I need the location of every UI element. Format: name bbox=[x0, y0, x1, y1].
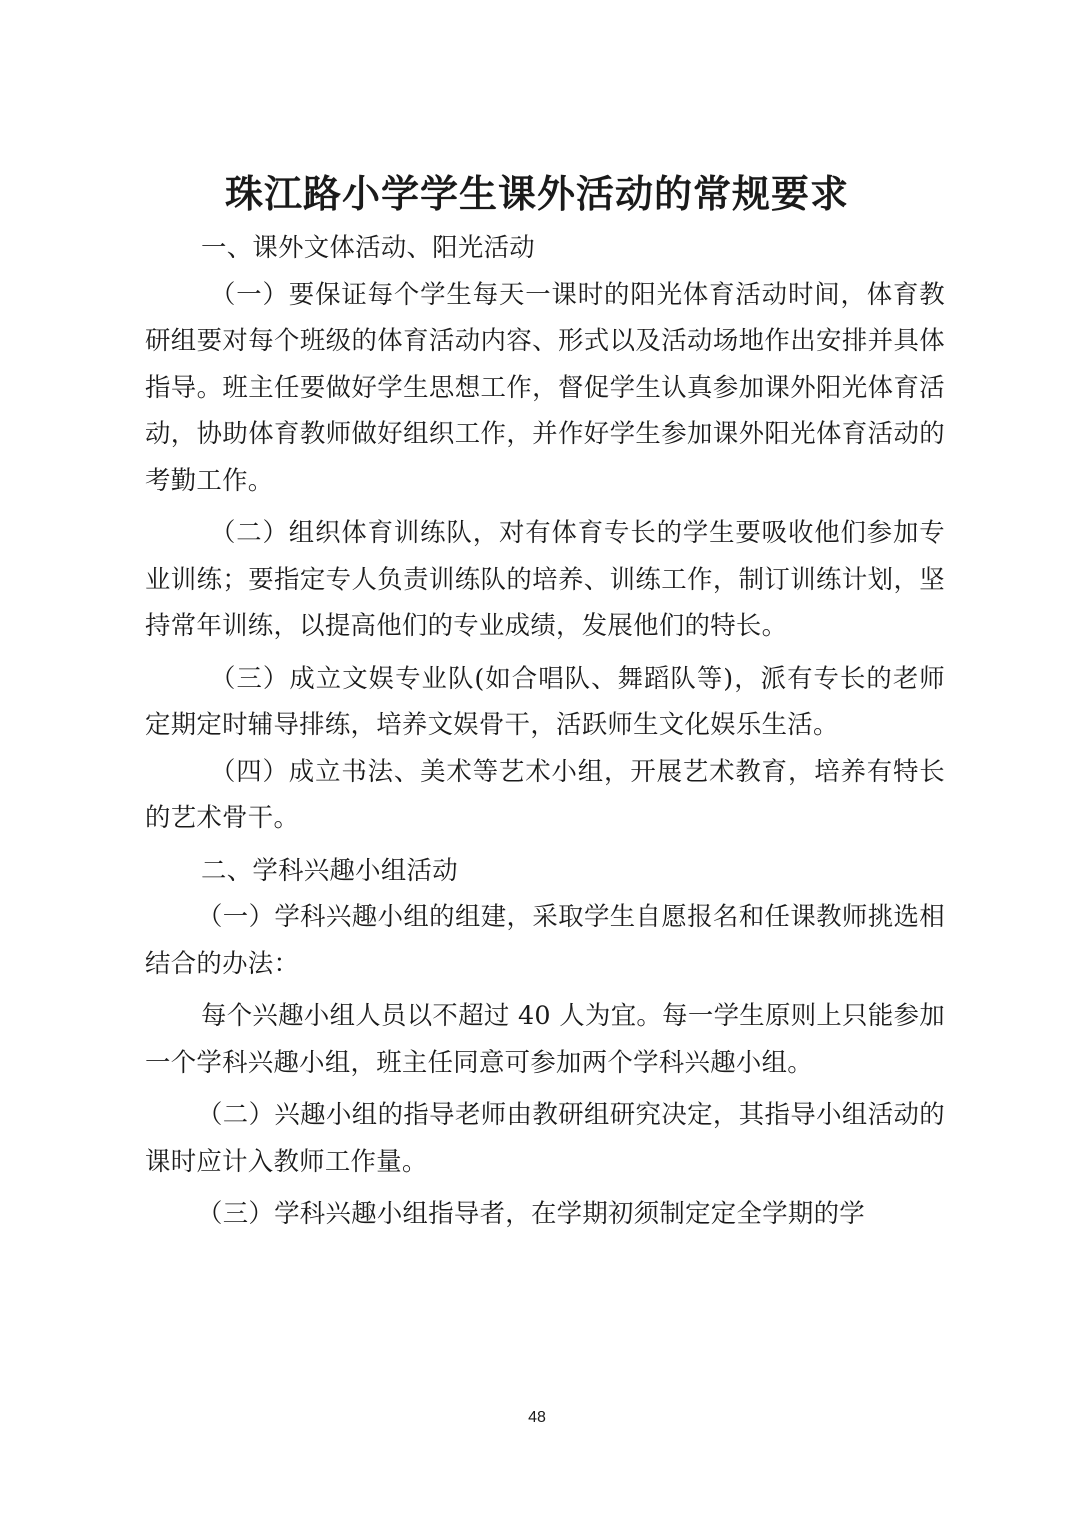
paragraph-1-2: （二）组织体育训练队，对有体育专长的学生要吸收他们参加专业训练；要指定专人负责训练队的培养、训练工作，制订训练计划，坚持常年训练，以提高他们的专业成绩，发展他们的特长。 bbox=[145, 517, 945, 640]
section-heading-1: 一、课外文体活动、阳光活动 bbox=[201, 232, 535, 262]
paragraph-1-4: （四）成立书法、美术等艺术小组，开展艺术教育，培养有特长的艺术骨干。 bbox=[145, 755, 945, 832]
paragraph-2-1: （一）学科兴趣小组的组建，采取学生自愿报名和任课教师挑选相结合的办法： bbox=[145, 901, 945, 978]
document-title: 珠江路小学学生课外活动的常规要求 bbox=[224, 172, 849, 216]
paragraph-2-1-detail: 每个兴趣小组人员以不超过 40 人为宜。每一学生原则上只能参加一个学科兴趣小组，班主任同意可参加两个学科兴趣小组。 bbox=[145, 1000, 945, 1077]
paragraph-1-1: （一）要保证每个学生每天一课时的阳光体育活动时间，体育教研组要对每个班级的体育活动内容、形式以及活动场地作出安排并具体指导。班主任要做好学生思想工作，督促学生认真参加课外阳光体育活动，协助体育教师做好组织工作，并作好学生参加课外阳光体育活动的考勤工作。 bbox=[145, 278, 945, 495]
page-number: 48 bbox=[528, 1409, 546, 1426]
paragraph-1-3: （三）成立文娱专业队(如合唱队、舞蹈队等)，派有专长的老师定期定时辅导排练，培养文娱骨干，活跃师生文化娱乐生活。 bbox=[145, 662, 945, 739]
section-heading-2: 二、学科兴趣小组活动 bbox=[201, 854, 458, 885]
paragraph-2-3: （三）学科兴趣小组指导者，在学期初须制定定全学期的学 bbox=[197, 1198, 865, 1228]
paragraph-2-2: （二）兴趣小组的指导老师由教研组研究决定，其指导小组活动的课时应计入教师工作量。 bbox=[145, 1099, 945, 1176]
document-body bbox=[145, 224, 945, 1237]
